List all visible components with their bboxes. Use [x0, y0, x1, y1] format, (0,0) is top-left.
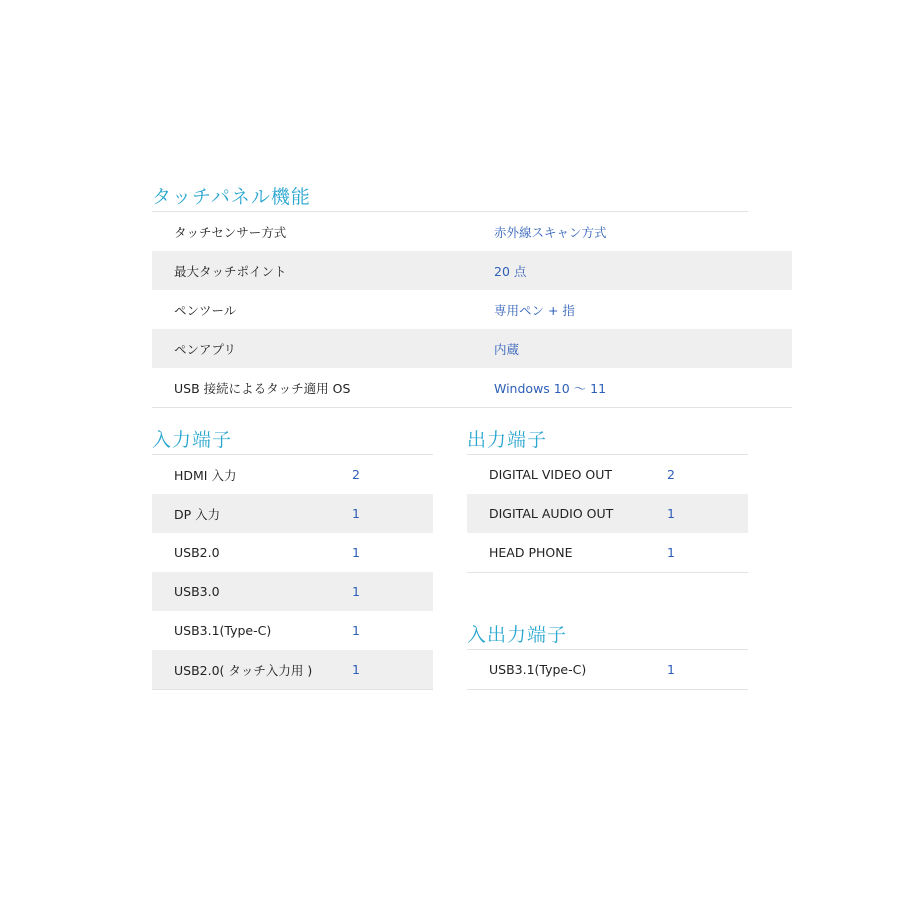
io-ports-title: 入出力端子 [467, 624, 568, 646]
port-count: 1 [667, 650, 748, 690]
port-label: HEAD PHONE [467, 533, 667, 573]
table-row [467, 650, 748, 690]
table-row [467, 455, 748, 494]
table-row [152, 329, 792, 368]
port-count: 1 [667, 533, 748, 573]
table-row [152, 533, 433, 572]
spec-label: ペンツール [174, 302, 237, 318]
spec-value: 赤外線スキャン方式 [494, 224, 607, 240]
spec-label: ペンアプリ [152, 329, 472, 368]
spec-label: USB 接続によるタッチ適用 OS [152, 368, 472, 408]
table-row [152, 290, 792, 329]
spec-value: 専用ペン + 指 [494, 302, 575, 318]
port-label: DIGITAL AUDIO OUT [467, 494, 667, 533]
port-label: USB2.0( タッチ入力用 ) [152, 650, 352, 690]
spec-value: 20 点 [472, 251, 792, 290]
port-count: 1 [352, 572, 433, 611]
table-row [152, 494, 433, 533]
touch-panel-title: タッチパネル機能 [152, 186, 311, 208]
spec-value: 内蔵 [472, 329, 792, 368]
port-label: USB3.1(Type-C) [174, 623, 272, 638]
touch-panel-spec-table [152, 212, 792, 408]
table-row [467, 533, 748, 573]
table-row [152, 611, 433, 650]
port-label: USB3.1(Type-C) [467, 650, 667, 690]
table-row [152, 251, 792, 290]
port-label: USB2.0 [174, 545, 220, 560]
port-label: USB3.0 [152, 572, 352, 611]
port-count: 1 [352, 650, 433, 690]
port-count: 2 [667, 467, 675, 482]
io-ports-table [467, 650, 748, 690]
input-ports-table [152, 455, 433, 690]
port-count: 1 [667, 494, 748, 533]
port-label: HDMI 入力 [174, 467, 237, 483]
spec-label: 最大タッチポイント [152, 251, 472, 290]
port-count: 1 [352, 623, 360, 638]
spec-value: Windows 10 〜 11 [472, 368, 792, 408]
table-row [467, 494, 748, 533]
port-label: DP 入力 [152, 494, 352, 533]
input-ports-title: 入力端子 [152, 429, 233, 451]
output-ports-title: 出力端子 [467, 429, 548, 451]
table-row [152, 650, 433, 690]
output-ports-table [467, 455, 748, 573]
table-row [152, 368, 792, 408]
table-row [152, 572, 433, 611]
port-count: 1 [352, 545, 360, 560]
table-row [152, 455, 433, 494]
port-count: 1 [352, 494, 433, 533]
port-label: DIGITAL VIDEO OUT [489, 467, 613, 482]
spec-label: タッチセンサー方式 [174, 224, 287, 240]
table-row [152, 212, 792, 251]
port-count: 2 [352, 467, 360, 482]
